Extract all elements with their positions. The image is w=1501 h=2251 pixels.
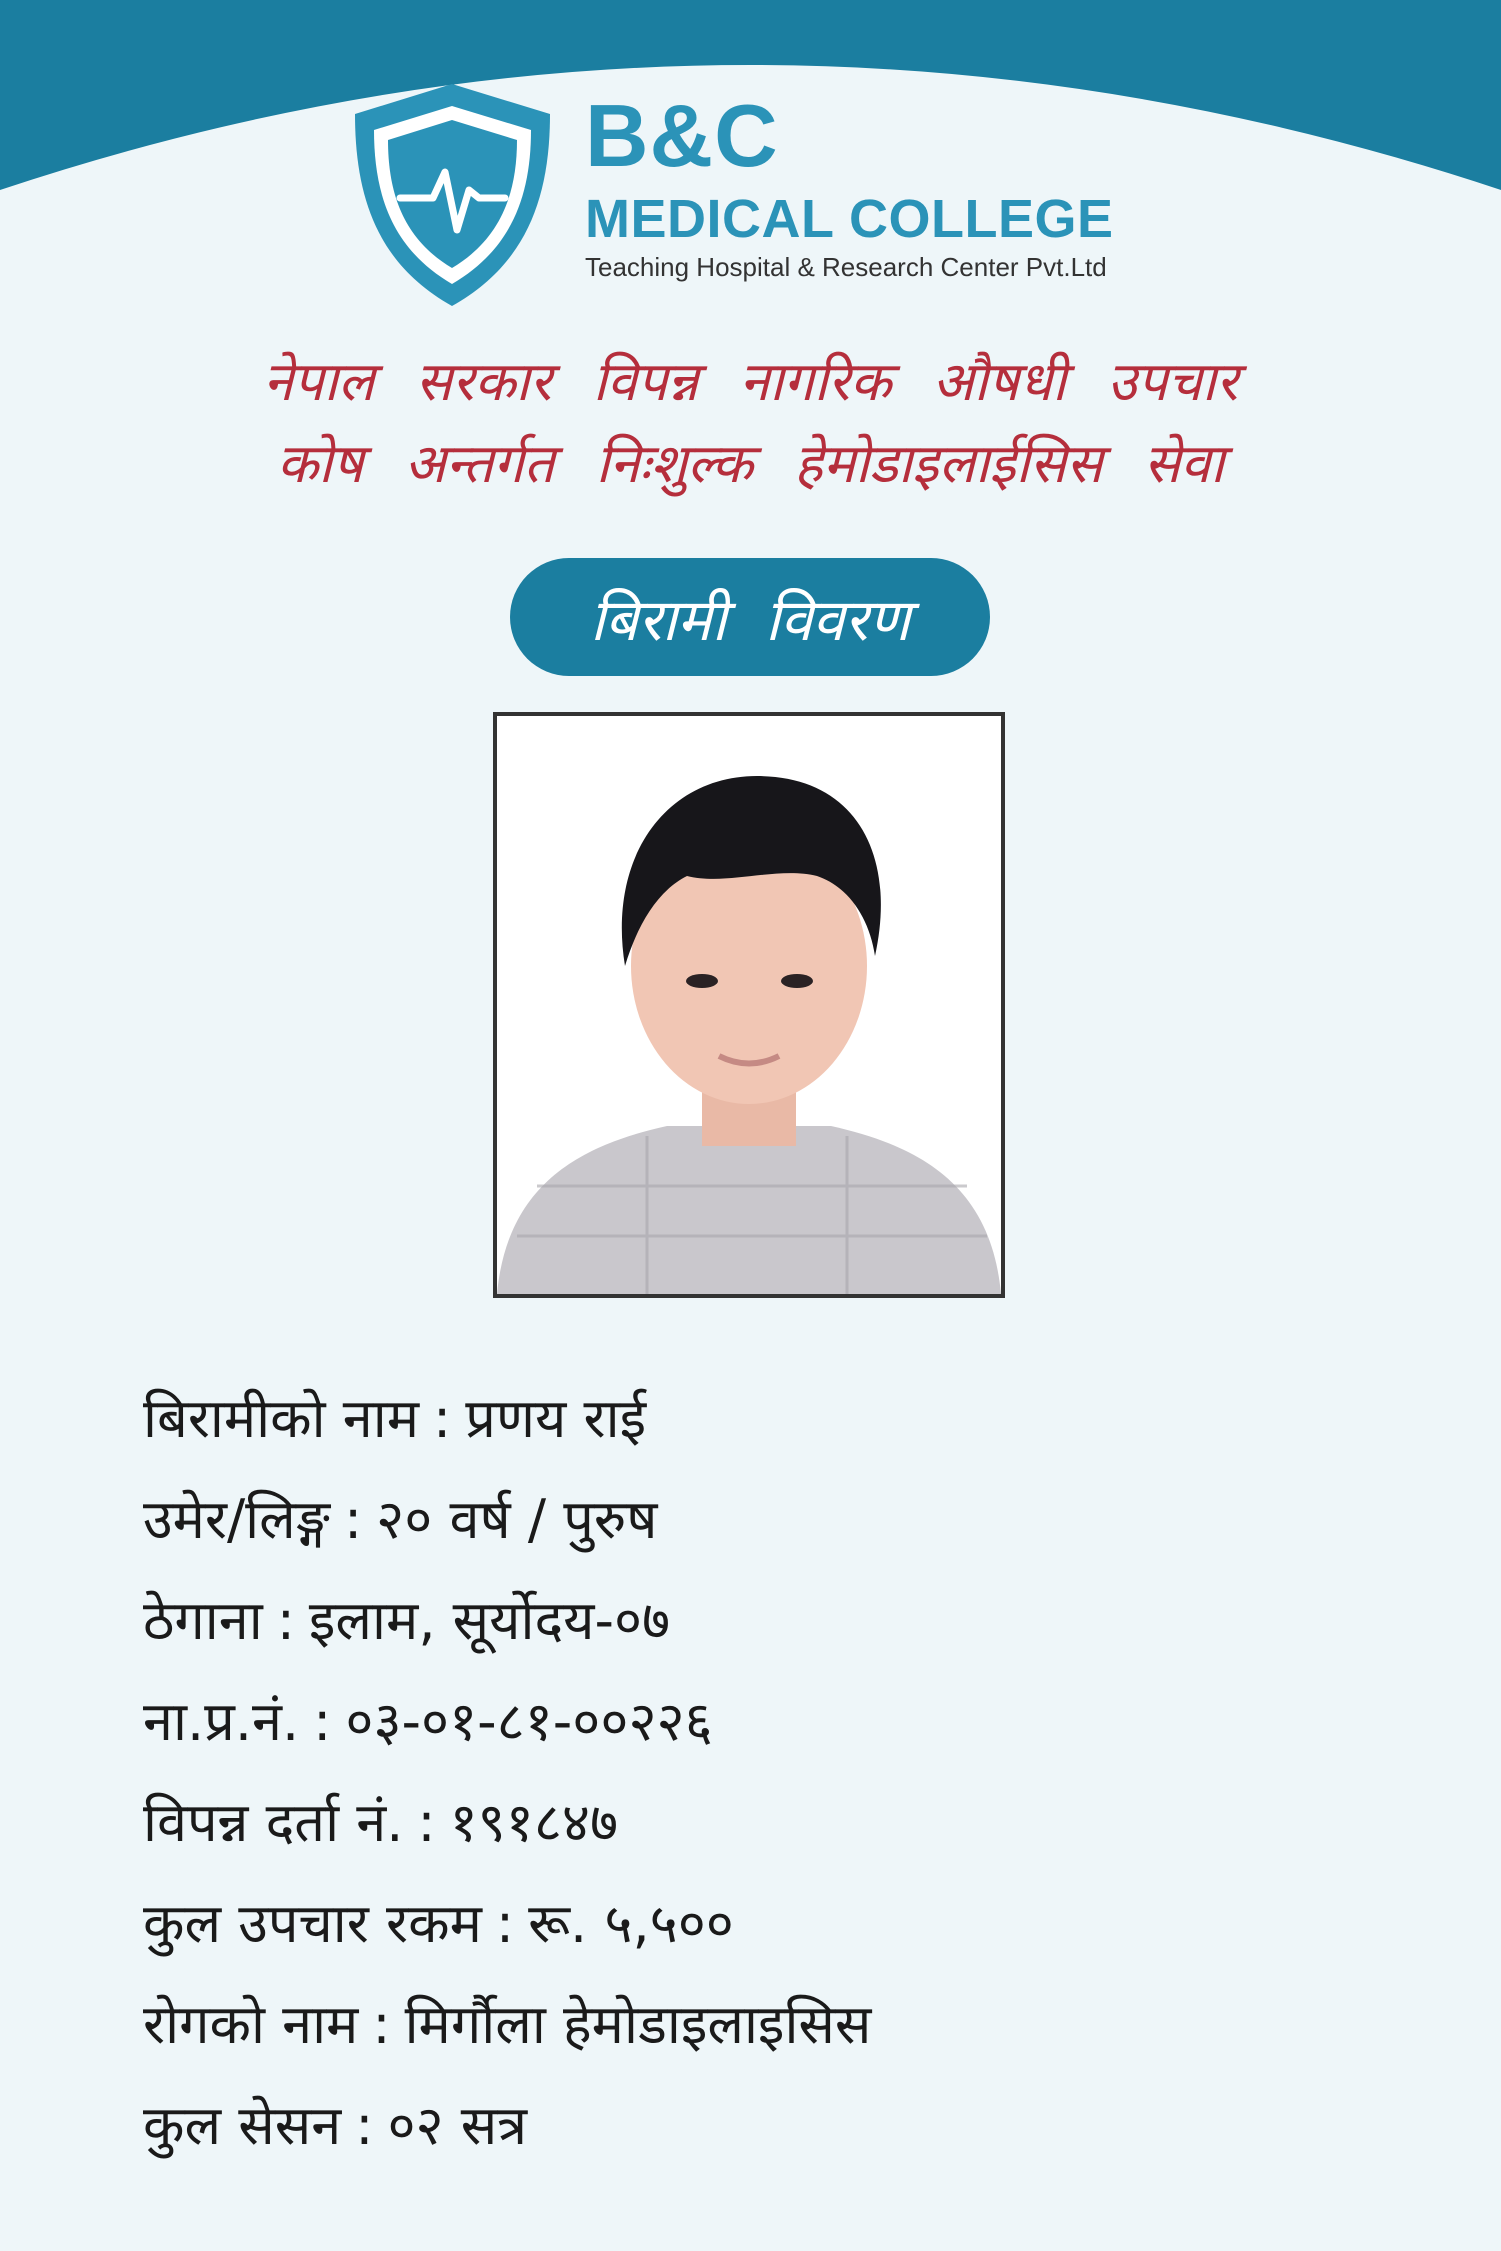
person-silhouette-icon <box>497 716 1001 1294</box>
brand-name: B&C <box>585 86 779 185</box>
detail-label: कुल उपचार रकम <box>143 1892 482 1955</box>
detail-row-address: ठेगाना : इलाम, सूर्योदय-०७ <box>143 1589 671 1652</box>
detail-value: प्रणय राई <box>465 1387 647 1450</box>
detail-label: बिरामीको नाम <box>143 1387 420 1450</box>
detail-label: रोगको नाम <box>143 1993 359 2056</box>
detail-value: २० वर्ष / पुरुष <box>376 1488 658 1551</box>
brand-tagline: Teaching Hospital & Research Center Pvt.Ltd <box>585 252 1107 282</box>
detail-row-sessions: कुल सेसन : ०२ सत्र <box>143 2094 528 2157</box>
detail-value: १९१८४७ <box>449 1791 619 1854</box>
detail-label: विपन्न दर्ता नं. <box>143 1791 404 1854</box>
detail-label: ठेगाना <box>143 1589 263 1652</box>
service-heading-line-1: नेपाल सरकार विपन्न नागरिक औषधी उपचार <box>263 350 1238 413</box>
brand-college-name: MEDICAL COLLEGE <box>585 189 1114 249</box>
patient-photo <box>493 712 1005 1298</box>
detail-row-citizenship-no: ना.प्र.नं. : ०३-०१-८१-००२२६ <box>143 1690 713 1753</box>
service-heading-line-2: कोष अन्तर्गत निःशुल्क हेमोडाइलाईसिस सेवा <box>276 432 1225 495</box>
detail-row-age-gender: उमेर/लिङ्ग : २० वर्ष / पुरुष <box>143 1488 658 1551</box>
detail-label: कुल सेसन <box>143 2094 342 2157</box>
detail-value: मिर्गौला हेमोडाइलाइसिस <box>404 1993 872 2056</box>
detail-value: ०३-०१-८१-००२२६ <box>345 1690 713 1753</box>
detail-value: रू. ५,५०० <box>528 1892 734 1955</box>
detail-row-name: बिरामीको नाम : प्रणय राई <box>143 1387 647 1450</box>
detail-label: ना.प्र.नं. <box>143 1690 300 1753</box>
detail-value: इलाम, सूर्योदय-०७ <box>308 1589 671 1652</box>
section-pill: बिरामी विवरण <box>510 558 990 676</box>
detail-label: उमेर/लिङ्ग <box>143 1488 330 1551</box>
detail-row-disease: रोगको नाम : मिर्गौला हेमोडाइलाइसिस <box>143 1993 872 2056</box>
detail-row-total-amount: कुल उपचार रकम : रू. ५,५०० <box>143 1892 734 1955</box>
shield-heartbeat-icon <box>345 80 560 310</box>
detail-value: ०२ सत्र <box>387 2094 528 2157</box>
detail-row-registration-no: विपन्न दर्ता नं. : १९१८४७ <box>143 1791 619 1854</box>
patient-details <box>143 1368 871 2176</box>
